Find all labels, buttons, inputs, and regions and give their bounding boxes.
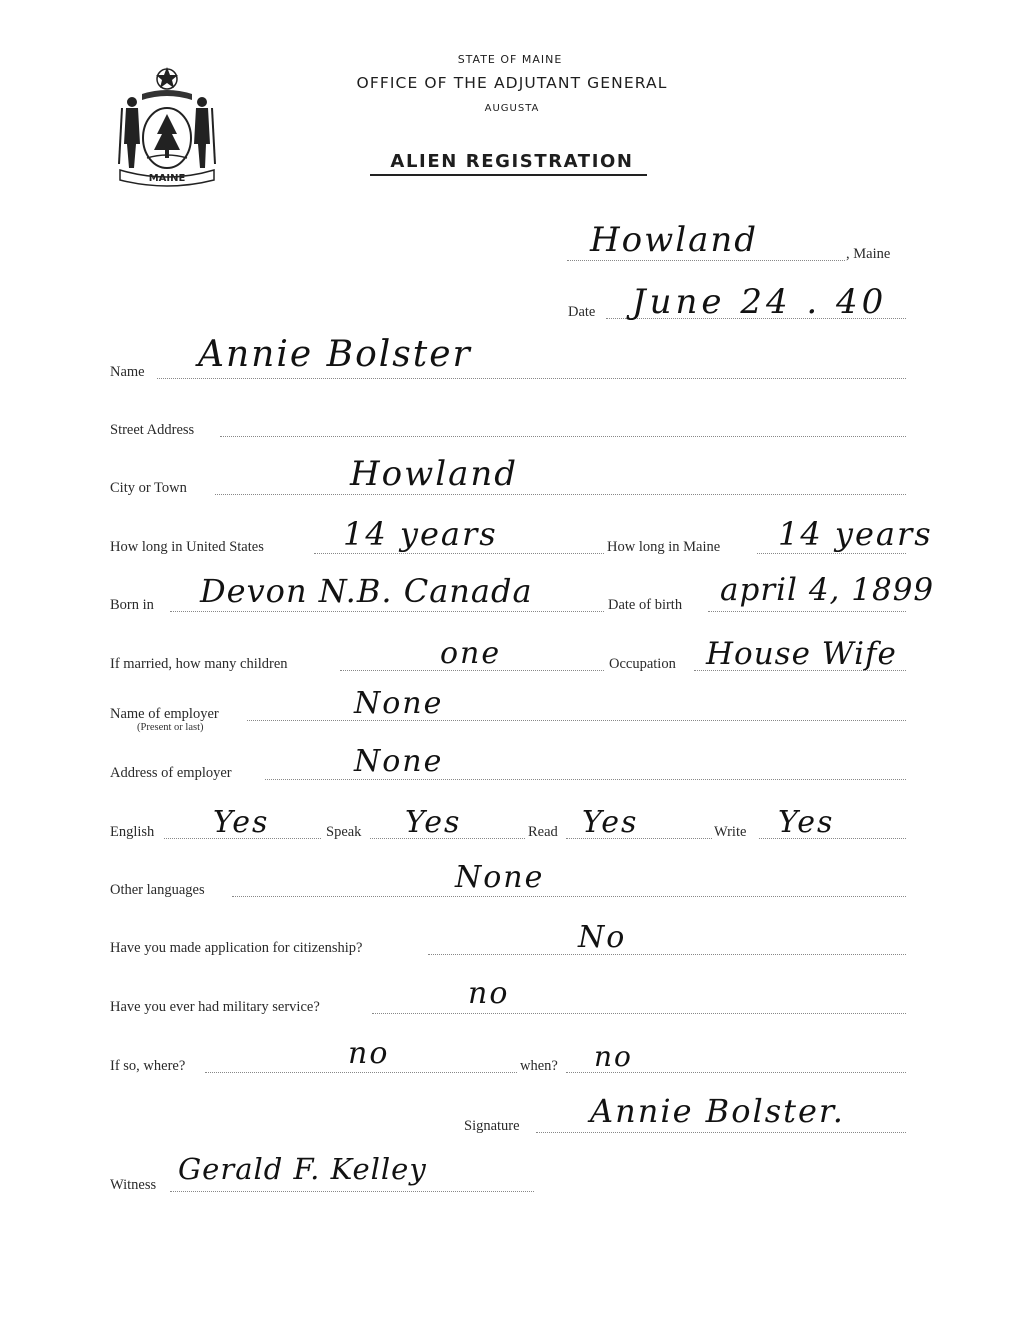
read-label: Read: [528, 824, 558, 840]
title-underline: [370, 174, 647, 176]
employer-address-label: Address of employer: [110, 765, 232, 781]
employer-note: (Present or last): [137, 722, 204, 733]
witness-line: [170, 1191, 534, 1192]
write-label: Write: [714, 824, 747, 840]
born-line: [170, 611, 604, 612]
employer-address-line: [265, 779, 906, 780]
dob-value: april 4, 1899: [720, 572, 935, 608]
us-time-line: [314, 553, 604, 554]
state-heading: STATE OF MAINE: [457, 53, 563, 66]
maine-time-line: [757, 553, 906, 554]
city-value: Howland: [350, 454, 519, 494]
born-label: Born in: [110, 597, 154, 613]
date-label: Date: [568, 304, 596, 320]
citizenship-value: No: [578, 920, 627, 955]
us-time-value: 14 years: [343, 515, 498, 553]
when-value: no: [594, 1040, 633, 1073]
us-time-label: How long in United States: [110, 539, 264, 555]
signature-label: Signature: [464, 1118, 520, 1134]
employer-line: [247, 720, 906, 721]
maine-time-label: How long in Maine: [607, 539, 721, 555]
city-heading: AUGUSTA: [484, 103, 540, 114]
city-label: City or Town: [110, 480, 187, 496]
where-line: [205, 1072, 517, 1073]
signature-value: Annie Bolster.: [590, 1092, 845, 1130]
military-label: Have you ever had military service?: [110, 999, 320, 1015]
office-heading: OFFICE OF THE ADJUTANT GENERAL: [356, 74, 668, 92]
employer-value: None: [354, 686, 444, 721]
speak-label: Speak: [326, 824, 362, 840]
when-label: when?: [520, 1058, 558, 1074]
town-line: [567, 260, 845, 261]
other-languages-label: Other languages: [110, 882, 205, 898]
street-line: [220, 436, 906, 437]
dob-line: [708, 611, 906, 612]
employer-address-value: None: [354, 744, 444, 779]
where-label: If so, where?: [110, 1058, 186, 1074]
name-line: [157, 378, 906, 379]
dob-label: Date of birth: [608, 597, 683, 613]
other-languages-value: None: [455, 860, 545, 895]
street-label: Street Address: [110, 422, 195, 438]
town-value: Howland: [590, 220, 759, 260]
occupation-value: House Wife: [706, 636, 897, 672]
name-value: Annie Bolster: [198, 334, 472, 375]
english-label: English: [110, 824, 155, 840]
children-value: one: [440, 636, 502, 671]
children-label: If married, how many children: [110, 656, 288, 672]
citizenship-label: Have you made application for citizenship?: [110, 940, 363, 956]
english-value: Yes: [213, 805, 270, 840]
name-label: Name: [110, 364, 145, 380]
where-value: no: [348, 1036, 390, 1071]
date-value: June 24 . 40: [632, 282, 888, 322]
speak-value: Yes: [405, 805, 462, 840]
citizenship-line: [428, 954, 906, 955]
witness-value: Gerald F. Kelley: [178, 1152, 427, 1186]
write-value: Yes: [778, 805, 835, 840]
born-value: Devon N.B. Canada: [200, 572, 533, 610]
signature-line: [536, 1132, 906, 1133]
seal-banner-text: MAINE: [148, 173, 186, 184]
military-value: no: [468, 976, 510, 1011]
read-value: Yes: [582, 805, 639, 840]
maine-time-value: 14 years: [778, 515, 933, 553]
employer-label: Name of employer: [110, 706, 219, 722]
form-title: ALIEN REGISTRATION: [390, 151, 634, 172]
other-languages-line: [232, 896, 906, 897]
military-line: [372, 1013, 906, 1014]
occupation-label: Occupation: [609, 656, 676, 672]
maine-suffix: , Maine: [846, 246, 891, 262]
witness-label: Witness: [110, 1177, 157, 1193]
city-line: [215, 494, 906, 495]
